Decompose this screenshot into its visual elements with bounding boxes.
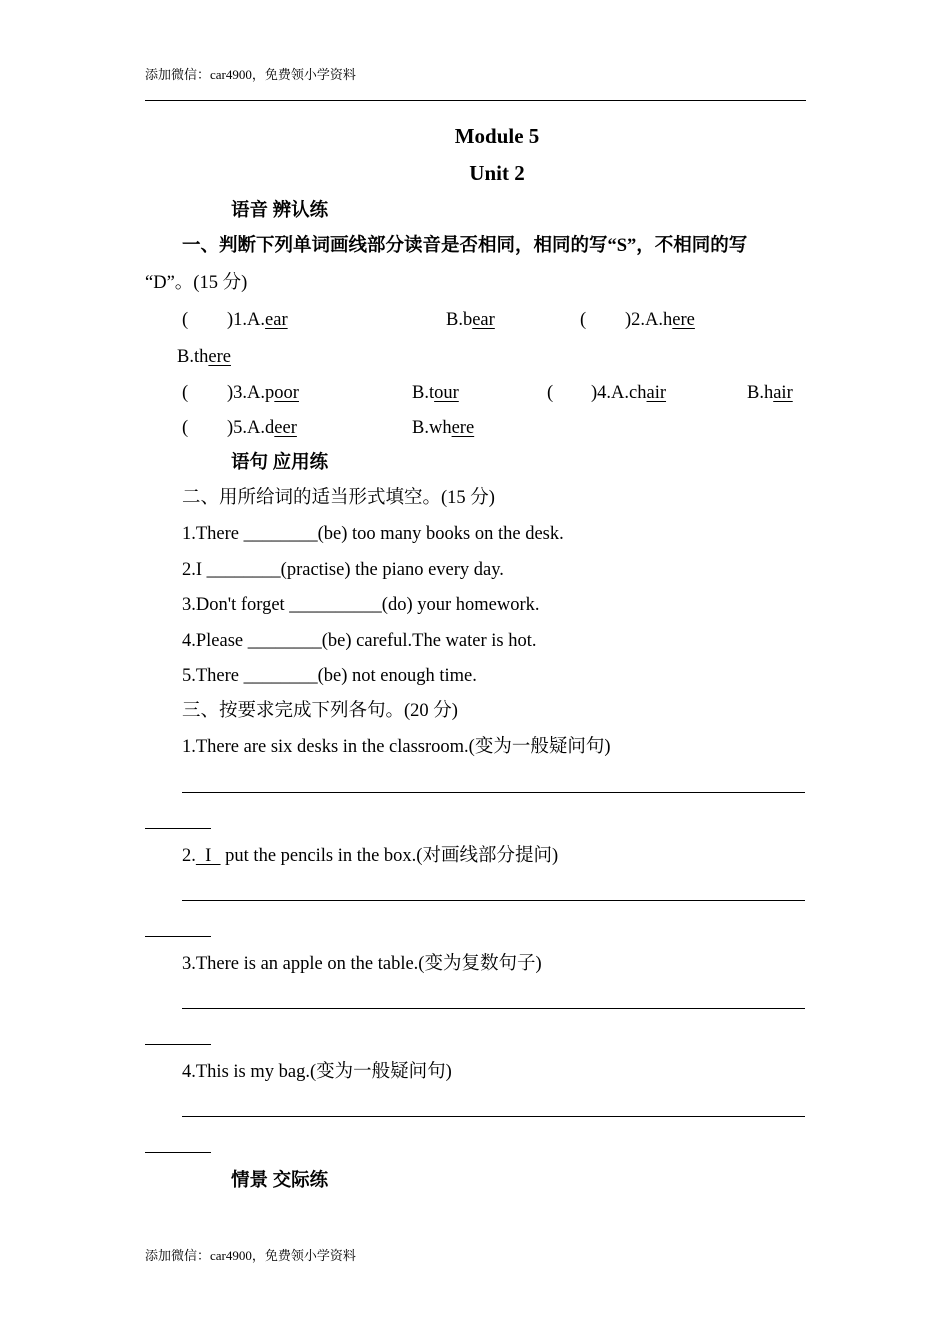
answer-line-end[interactable] bbox=[145, 1044, 211, 1045]
phonics-item-5-paren: ( bbox=[182, 418, 189, 438]
answer-line-end[interactable] bbox=[145, 936, 211, 937]
phonics-item-2-paren: ( bbox=[580, 310, 587, 330]
phonics-item-2-a: )2.A.here bbox=[625, 310, 695, 330]
underlined-word: I bbox=[195, 846, 221, 866]
part3-instruction: 三、按要求完成下列各句。(20 分) bbox=[182, 701, 458, 721]
part3-item-1: 1.There are six desks in the classroom.(变为一般疑问句) bbox=[182, 737, 611, 757]
part2-instruction: 二、用所给词的适当形式填空。(15 分) bbox=[182, 488, 495, 508]
answer-line[interactable] bbox=[182, 792, 805, 793]
phonics-item-3-a: )3.A.poor bbox=[227, 383, 299, 403]
part2-item-2: 2.I ________(practise) the piano every day. bbox=[182, 560, 504, 580]
part2-item-5: 5.There ________(be) not enough time. bbox=[182, 666, 477, 686]
sentence-section-label: 语句 应用练 bbox=[231, 453, 329, 473]
phonics-item-1-b: B.bear bbox=[446, 310, 495, 330]
phonics-item-4-paren: ( bbox=[547, 383, 554, 403]
phonics-instruction-line1: 一、判断下列单词画线部分读音是否相同，相同的写“S”，不相同的写 bbox=[182, 236, 748, 256]
phonics-section-label: 语音 辨认练 bbox=[231, 201, 329, 221]
part2-item-1: 1.There ________(be) too many books on the desk. bbox=[182, 524, 564, 544]
situation-section-label: 情景 交际练 bbox=[231, 1171, 329, 1191]
footer-note: 添加微信：car4900，免费领小学资料 bbox=[145, 1248, 356, 1263]
phonics-item-4-a: )4.A.chair bbox=[591, 383, 667, 403]
phonics-item-1-paren: ( bbox=[182, 310, 189, 330]
part2-item-4: 4.Please ________(be) careful.The water is hot. bbox=[182, 631, 537, 651]
phonics-item-5-b: B.where bbox=[412, 418, 475, 438]
unit-title: Unit 2 bbox=[469, 161, 525, 185]
header-note: 添加微信：car4900，免费领小学资料 bbox=[145, 67, 356, 82]
part3-item-2: 2. I put the pencils in the box.(对画线部分提问) bbox=[182, 846, 559, 866]
phonics-item-5-a: )5.A.deer bbox=[227, 418, 297, 438]
phonics-item-2-b: B.there bbox=[177, 347, 231, 367]
phonics-item-3-paren: ( bbox=[182, 383, 189, 403]
answer-line-end[interactable] bbox=[145, 1152, 211, 1153]
part2-item-3: 3.Don't forget __________(do) your homework. bbox=[182, 595, 540, 615]
part3-item-4: 4.This is my bag.(变为一般疑问句) bbox=[182, 1062, 452, 1082]
phonics-item-4-b: B.hair bbox=[747, 383, 793, 403]
header-rule bbox=[145, 100, 806, 101]
answer-line[interactable] bbox=[182, 1116, 805, 1117]
answer-line-end[interactable] bbox=[145, 828, 211, 829]
module-title: Module 5 bbox=[454, 124, 540, 148]
phonics-instruction-line2: “D”。(15 分) bbox=[145, 273, 248, 293]
answer-line[interactable] bbox=[182, 1008, 805, 1009]
phonics-item-3-b: B.tour bbox=[412, 383, 459, 403]
part3-item-3: 3.There is an apple on the table.(变为复数句子) bbox=[182, 954, 542, 974]
answer-line[interactable] bbox=[182, 900, 805, 901]
phonics-item-1-a: )1.A.ear bbox=[227, 310, 288, 330]
